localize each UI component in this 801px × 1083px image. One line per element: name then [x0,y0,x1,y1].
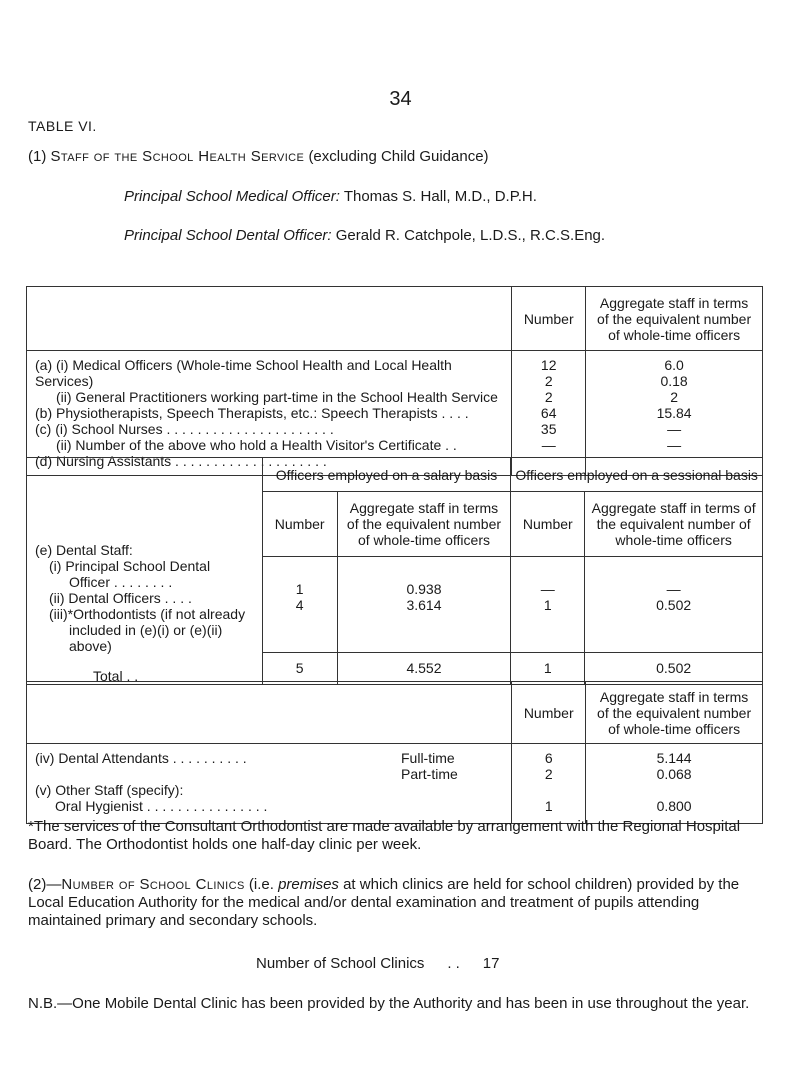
dental-staff-label: (e) Dental Staff: [35,542,133,558]
salary-numbers [262,557,337,652]
page-number: 34 [389,88,412,110]
medical-officer-label: Principal School Medical Officer: [124,188,340,205]
table-3-aggregate-header: Aggregate staff in terms of the equivalent number of whole-time officers [586,682,763,744]
row-e-ii-salary-number: 4 [295,597,304,614]
row-e-i-sessional-number: — [540,581,555,598]
table-1-blank-header [27,287,512,351]
table-3-body-row [27,744,763,824]
row-a-ii-label: (ii) General Practitioners working part-time in the School Health Service [56,389,498,405]
total-sessional-number: 1 [511,652,585,684]
total-salary-aggregate: 4.552 [337,652,511,684]
row-c-i-label: (c) (i) School Nurses . . . . . . . . . . . . . . . . . . . . . . [35,421,334,437]
row-c-ii-number: 35 [540,421,557,437]
row-e-ii-salary-aggregate: 3.614 [406,597,442,614]
row-e-i-label-2: Officer . . . . . . . . [69,574,173,590]
row-e-i-sessional-aggregate: — [666,581,681,598]
row-e-i-salary-number: 1 [295,581,304,598]
orthodontist-footnote: *The services of the Consultant Orthodontist are made available by arrangement with the Regional Hospital Board. The Orthodontist holds one half-day clinic per week. [28,818,741,853]
table-3-header-row [27,682,763,744]
section-1-heading [28,148,489,165]
row-d-number: — [541,437,556,453]
row-c-i-aggregate: 15.84 [656,405,692,421]
row-e-ii-sessional-number: 1 [543,597,552,614]
medical-officer-name: Thomas S. Hall, M.D., D.P.H. [343,188,537,205]
row-a-ii-aggregate: 0.18 [660,373,688,389]
row-v-aggregate: 0.800 [656,798,692,814]
principal-medical-officer [124,188,537,205]
section-1-number: (1) [28,148,47,165]
section-2-text-after: at which clinics are held for school children) provided by the Local Education Authority for the medical and/or dental examination and treatment of pupils attending maintained primary and secondary schools. [28,876,740,929]
dental-staff-labels [27,458,263,685]
total-salary-number: 5 [262,652,337,684]
row-c-ii-label: (ii) Number of the above who hold a Health Visitor's Certificate . . [56,437,457,453]
row-b-aggregate: 2 [670,389,678,405]
table-1-number-header: Number [512,287,586,351]
row-iv-part-number: 2 [544,766,553,782]
row-a-i-number: 12 [540,357,557,373]
row-d-label: (d) Nursing Assistants . . . . . . . . . . . . . . . . . . . . [35,453,327,469]
sessional-aggregates [585,557,763,652]
section-2-paragraph [28,876,768,930]
table-2-group-header-row [27,458,763,492]
total-label: Total . . [93,668,139,684]
table-3-blank-header [27,682,512,744]
sessional-aggregate-header: Aggregate staff in terms of the equivalent number of whole-time officers [585,492,763,557]
row-a-i-label: (a) (i) Medical Officers (Whole-time School Health and Local Health Services) [35,357,452,389]
total-sessional-aggregate: 0.502 [585,652,763,684]
row-v-label-2: Oral Hygienist . . . . . . . . . . . . . . . . [55,798,268,814]
dental-officer-label: Principal School Dental Officer: [124,227,332,244]
row-v-label-1: (v) Other Staff (specify): [35,782,184,798]
sessional-numbers [511,557,585,652]
row-b-number: 2 [544,389,553,405]
clinics-value: 17 [482,955,500,972]
row-a-i-aggregate: 6.0 [664,357,684,373]
clinics-dots: . . [447,955,460,972]
section-1-subtitle: (excluding Child Guidance) [308,148,489,165]
salary-basis-header: Officers employed on a salary basis [262,458,511,492]
other-staff-table [26,681,763,824]
dental-staff-table [26,457,763,685]
staff-table-1 [26,286,763,476]
table-3-number-header: Number [512,682,586,744]
row-e-iii-label-1: (iii)*Orthodontists (if not already [49,606,246,622]
section-1-title: Staff of the School Health Service [50,148,305,165]
salary-aggregates [337,557,511,652]
row-e-ii-sessional-aggregate: 0.502 [656,597,692,614]
table-3-labels [27,744,512,824]
row-iv-parttime-label: Part-time [401,766,458,782]
section-2-number: (2)— [28,876,62,893]
salary-number-header: Number [262,492,337,557]
table-3-aggregates [586,744,763,824]
section-2-title: Number of School Clinics [61,876,245,893]
row-e-i-label-1: (i) Principal School Dental [49,558,211,574]
sessional-basis-header: Officers employed on a sessional basis [511,458,763,492]
row-e-i-salary-aggregate: 0.938 [406,581,442,598]
row-iv-full-aggregate: 5.144 [656,750,692,766]
row-e-iii-label-3: above) [69,638,112,654]
row-c-i-number: 64 [540,405,557,421]
row-v-number: 1 [544,798,553,814]
row-e-iii-label-2: included in (e)(i) or (e)(ii) [69,622,223,638]
row-iv-label: (iv) Dental Attendants . . . . . . . . . . [35,750,247,766]
sessional-number-header: Number [511,492,585,557]
row-iv-part-aggregate: 0.068 [656,766,692,782]
table-3-numbers [512,744,586,824]
section-2-text-before: (i.e. [248,876,274,893]
table-1-aggregate-header: Aggregate staff in terms of the equivalent number of whole-time officers [586,287,763,351]
row-d-aggregate: — [667,437,682,453]
row-b-label: (b) Physiotherapists, Speech Therapists, etc.: Speech Therapists . . . . [35,405,469,421]
principal-dental-officer [124,227,605,244]
row-iv-full-number: 6 [544,750,553,766]
row-a-ii-number: 2 [544,373,553,389]
salary-aggregate-header: Aggregate staff in terms of the equivalent number of whole-time officers [337,492,511,557]
row-e-ii-label: (ii) Dental Officers . . . . [49,590,192,606]
clinics-label: Number of School Clinics [256,955,425,972]
row-iv-fulltime-label: Full-time [401,750,455,766]
school-clinics-count [256,955,499,973]
section-2-premises: premises [278,876,339,893]
mobile-clinic-note: N.B.—One Mobile Dental Clinic has been provided by the Authority and has been in use throughout the year. [28,995,750,1012]
table-1-header-row [27,287,763,351]
dental-officer-name: Gerald R. Catchpole, L.D.S., R.C.S.Eng. [335,227,606,244]
table-heading: TABLE VI. [28,118,97,134]
row-c-ii-aggregate: — [667,421,682,437]
